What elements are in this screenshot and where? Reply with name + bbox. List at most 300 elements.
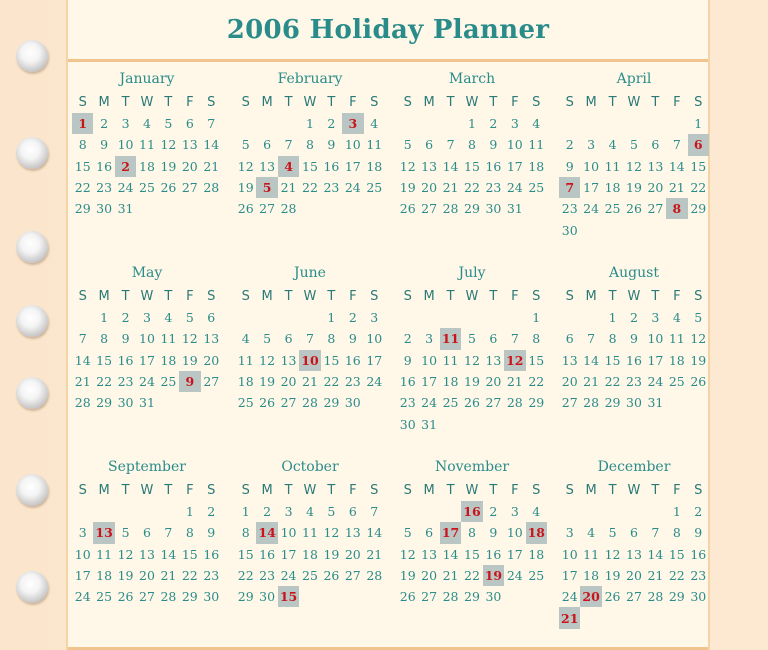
calendar-day: 21 <box>203 158 220 174</box>
calendar-day: 11 <box>237 352 254 368</box>
empty-day <box>321 586 342 607</box>
week-row <box>72 156 222 177</box>
calendar-day: 30 <box>561 222 578 238</box>
weekday-header: T <box>121 94 130 110</box>
calendar-day: 23 <box>626 374 642 390</box>
calendar-day: 11 <box>528 137 545 153</box>
empty-day <box>666 219 687 240</box>
month-name: February <box>277 71 343 87</box>
week-row <box>72 350 222 371</box>
empty-day <box>256 113 277 134</box>
calendar-day: 20 <box>421 568 438 584</box>
calendar-day: 20 <box>280 374 297 390</box>
calendar-day: 17 <box>74 568 91 584</box>
calendar-day: 26 <box>117 589 134 605</box>
week-row <box>559 392 709 413</box>
week-row <box>559 113 709 134</box>
weekday-header-row <box>397 91 547 113</box>
empty-day <box>526 198 547 219</box>
calendar-day: 4 <box>532 116 541 132</box>
empty-day <box>623 607 644 628</box>
weekday-header: M <box>98 288 110 304</box>
page-title: 2006 Holiday Planner <box>226 14 550 45</box>
weekday-header: S <box>532 94 541 110</box>
empty-day <box>559 113 580 134</box>
empty-day <box>179 392 200 413</box>
empty-day <box>397 113 418 134</box>
month-table <box>72 479 222 607</box>
calendar-day: 15 <box>690 158 707 174</box>
calendar-day: 29 <box>464 201 480 217</box>
week-row <box>397 544 547 565</box>
calendar-day: 7 <box>164 525 173 541</box>
calendar-day: 21 <box>366 546 383 562</box>
weekday-header: S <box>532 288 541 304</box>
calendar-day: 7 <box>587 331 596 347</box>
calendar-day: 23 <box>344 374 361 390</box>
week-row <box>397 371 547 392</box>
calendar-day: 19 <box>160 158 177 174</box>
month-september <box>72 458 222 607</box>
binder-holes <box>0 0 66 650</box>
weekday-header: S <box>694 94 703 110</box>
calendar-day: 1 <box>532 310 541 326</box>
weekday-header-row <box>559 91 709 113</box>
empty-day <box>72 307 93 328</box>
calendar-day: 27 <box>139 589 155 605</box>
empty-day <box>580 501 601 522</box>
calendar-day: 3 <box>565 525 574 541</box>
calendar-day: 14 <box>366 525 383 541</box>
calendar-day: 15 <box>464 546 480 562</box>
empty-day <box>602 607 623 628</box>
calendar-day: 28 <box>647 589 664 605</box>
calendar-day: 18 <box>366 158 383 174</box>
calendar-day: 3 <box>78 525 87 541</box>
month-december <box>559 458 709 629</box>
weekday-header: T <box>651 94 660 110</box>
holiday-day: 17 <box>440 522 461 543</box>
calendar-day: 30 <box>485 589 502 605</box>
calendar-day: 6 <box>185 116 194 132</box>
month-june <box>235 264 385 413</box>
calendar-day: 10 <box>74 546 91 562</box>
calendar-day: 11 <box>366 137 383 153</box>
calendar-day: 10 <box>421 352 438 368</box>
week-row <box>235 328 385 349</box>
month-name: October <box>281 459 339 475</box>
calendar-day: 12 <box>690 331 707 347</box>
calendar-day: 11 <box>442 352 459 368</box>
calendar-day: 16 <box>323 158 340 174</box>
weekday-header-row <box>559 285 709 307</box>
week-row <box>559 607 709 628</box>
calendar-day: 3 <box>425 331 434 347</box>
calendar-day: 29 <box>323 395 340 411</box>
calendar-day: 7 <box>78 331 87 347</box>
weekday-header: F <box>673 482 681 498</box>
empty-day <box>201 392 222 413</box>
calendar-day: 10 <box>366 331 383 347</box>
calendar-day: 9 <box>100 137 109 153</box>
weekday-header: T <box>651 288 660 304</box>
weekday-header: T <box>284 94 293 110</box>
week-row <box>559 501 709 522</box>
weekday-header: S <box>532 482 541 498</box>
calendar-day: 5 <box>694 310 703 326</box>
calendar-day: 12 <box>399 158 416 174</box>
month-table <box>72 91 222 219</box>
empty-day <box>688 392 709 413</box>
empty-day <box>580 607 601 628</box>
calendar-day: 25 <box>237 395 254 411</box>
empty-day <box>418 113 439 134</box>
calendar-day: 12 <box>604 546 621 562</box>
week-row <box>72 544 222 565</box>
calendar-day: 7 <box>306 331 314 347</box>
calendar-day: 24 <box>74 589 91 605</box>
week-row <box>235 156 385 177</box>
weekday-header: W <box>465 482 479 498</box>
weekday-header: M <box>585 94 597 110</box>
calendar-day: 19 <box>604 568 621 584</box>
calendar-day: 20 <box>203 352 220 368</box>
weekday-header: S <box>78 288 87 304</box>
weekday-header: T <box>284 288 293 304</box>
weekday-header: T <box>327 482 336 498</box>
empty-day <box>179 198 200 219</box>
calendar-day: 7 <box>446 137 455 153</box>
calendar-day: 24 <box>366 374 383 390</box>
weekday-header: T <box>608 94 617 110</box>
calendar-day: 13 <box>561 352 578 368</box>
calendar-day: 27 <box>561 395 578 411</box>
calendar-day: 12 <box>464 352 480 368</box>
calendar-day: 17 <box>139 352 155 368</box>
empty-day <box>72 501 93 522</box>
calendar-day: 13 <box>181 137 198 153</box>
calendar-day: 21 <box>668 180 685 196</box>
calendar-day: 30 <box>344 395 361 411</box>
weekday-header: W <box>627 94 641 110</box>
empty-day <box>666 113 687 134</box>
calendar-day: 8 <box>532 331 541 347</box>
weekday-header: W <box>465 94 479 110</box>
calendar-day: 1 <box>327 310 336 326</box>
binder-hole-icon <box>16 40 48 72</box>
weekday-header: S <box>207 482 216 498</box>
holiday-day: 21 <box>559 607 580 628</box>
weekday-header: S <box>403 94 412 110</box>
calendar-day: 4 <box>587 525 596 541</box>
week-row <box>72 198 222 219</box>
empty-day <box>278 113 299 134</box>
calendar-day: 25 <box>528 568 545 584</box>
weekday-header: T <box>446 482 455 498</box>
week-row <box>235 586 385 607</box>
calendar-day: 16 <box>485 158 502 174</box>
calendar-day: 31 <box>139 395 155 411</box>
week-row <box>397 134 547 155</box>
month-february <box>235 70 385 219</box>
calendar-day: 14 <box>647 546 664 562</box>
empty-day <box>364 586 385 607</box>
empty-day <box>645 113 666 134</box>
empty-day <box>158 501 179 522</box>
week-row <box>397 392 547 413</box>
calendar-day: 5 <box>241 137 250 153</box>
empty-day <box>526 413 547 434</box>
week-row <box>235 113 385 134</box>
week-row <box>72 565 222 586</box>
binder-hole-icon <box>16 305 48 337</box>
month-name: September <box>108 459 186 475</box>
month-name: July <box>458 265 486 281</box>
calendar-day: 21 <box>647 568 664 584</box>
calendar-day: 28 <box>302 395 318 411</box>
calendar-day: 4 <box>143 116 151 132</box>
month-name: November <box>434 459 510 475</box>
empty-day <box>278 307 299 328</box>
planner-page <box>66 0 710 650</box>
empty-day <box>440 113 461 134</box>
calendar-day: 8 <box>306 137 314 153</box>
weekday-header: T <box>164 94 173 110</box>
calendar-day: 9 <box>348 331 357 347</box>
calendar-day: 24 <box>506 568 523 584</box>
week-row <box>72 134 222 155</box>
week-row <box>235 501 385 522</box>
calendar-day: 27 <box>647 201 664 217</box>
calendar-day: 30 <box>203 589 220 605</box>
calendar-day: 4 <box>608 137 617 153</box>
weekday-header: F <box>186 94 194 110</box>
weekday-header: W <box>465 288 479 304</box>
calendar-day: 30 <box>399 416 416 432</box>
calendar-day: 14 <box>203 137 220 153</box>
empty-day <box>580 307 601 328</box>
calendar-day: 15 <box>96 352 113 368</box>
calendar-day: 3 <box>587 137 596 153</box>
month-march <box>397 70 547 219</box>
calendar-day: 4 <box>306 504 314 520</box>
calendar-day: 18 <box>302 546 318 562</box>
calendar-day: 16 <box>117 352 134 368</box>
holiday-day: 11 <box>440 328 461 349</box>
calendar-day: 2 <box>348 310 357 326</box>
holiday-day: 7 <box>559 177 580 198</box>
calendar-day: 19 <box>690 352 707 368</box>
week-row <box>235 350 385 371</box>
calendar-day: 12 <box>160 137 177 153</box>
calendar-day: 5 <box>185 310 194 326</box>
calendar-day: 18 <box>528 546 545 562</box>
week-row <box>397 307 547 328</box>
calendar-day: 13 <box>280 352 297 368</box>
calendar-day: 9 <box>694 525 703 541</box>
empty-day <box>623 113 644 134</box>
calendar-day: 22 <box>464 180 480 196</box>
weekday-header: S <box>370 482 379 498</box>
calendar-day: 14 <box>442 546 459 562</box>
month-august <box>559 264 709 413</box>
weekday-header: S <box>694 288 703 304</box>
weekday-header: T <box>121 288 130 304</box>
calendar-day: 21 <box>442 568 459 584</box>
calendar-day: 3 <box>284 504 293 520</box>
empty-day <box>256 307 277 328</box>
calendar-day: 3 <box>510 504 519 520</box>
calendar-day: 14 <box>74 352 91 368</box>
calendar-day: 26 <box>399 589 416 605</box>
empty-day <box>645 219 666 240</box>
empty-day <box>666 607 687 628</box>
calendar-day: 25 <box>96 589 113 605</box>
calendar-day: 13 <box>647 158 664 174</box>
calendar-day: 3 <box>121 116 130 132</box>
weekday-header-row <box>235 479 385 501</box>
month-july <box>397 264 547 435</box>
calendar-day: 17 <box>561 568 578 584</box>
empty-day <box>158 392 179 413</box>
calendar-day: 5 <box>403 137 412 153</box>
week-row <box>397 328 547 349</box>
weekday-header: T <box>608 482 617 498</box>
week-row <box>235 198 385 219</box>
empty-day <box>559 307 580 328</box>
calendar-day: 20 <box>626 568 642 584</box>
calendar-day: 29 <box>181 589 198 605</box>
weekday-header-row <box>72 479 222 501</box>
calendar-day: 18 <box>237 374 254 390</box>
month-name: December <box>597 459 671 475</box>
calendar-day: 6 <box>630 525 638 541</box>
calendar-day: 22 <box>74 180 91 196</box>
weekday-header: S <box>370 288 379 304</box>
holiday-day: 8 <box>666 198 687 219</box>
calendar-day: 15 <box>302 158 318 174</box>
calendar-day: 15 <box>74 158 91 174</box>
weekday-header: T <box>121 482 130 498</box>
calendar-day: 23 <box>259 568 276 584</box>
empty-day <box>115 501 136 522</box>
calendar-day: 10 <box>139 331 155 347</box>
month-january <box>72 70 222 219</box>
weekday-header: M <box>585 482 597 498</box>
calendar-day: 6 <box>425 525 434 541</box>
weekday-header: T <box>446 288 455 304</box>
empty-day <box>136 501 157 522</box>
calendar-day: 6 <box>425 137 434 153</box>
calendar-day: 18 <box>160 352 177 368</box>
calendar-day: 24 <box>583 201 600 217</box>
calendar-day: 25 <box>366 180 383 196</box>
calendar-day: 20 <box>344 546 361 562</box>
calendar-day: 31 <box>647 395 664 411</box>
holiday-day: 19 <box>483 565 504 586</box>
calendar-day: 9 <box>489 137 498 153</box>
empty-day <box>602 219 623 240</box>
weekday-header: S <box>207 288 216 304</box>
month-november <box>397 458 547 607</box>
calendar-day: 28 <box>583 395 600 411</box>
calendar-day: 22 <box>604 374 621 390</box>
calendar-day: 9 <box>489 525 498 541</box>
calendar-day: 19 <box>399 180 416 196</box>
weekday-header: W <box>627 482 641 498</box>
calendar-day: 22 <box>528 374 545 390</box>
weekday-header: F <box>186 288 194 304</box>
calendar-day: 24 <box>506 180 523 196</box>
calendar-day: 26 <box>690 374 707 390</box>
calendar-day: 23 <box>96 180 113 196</box>
calendar-day: 8 <box>100 331 109 347</box>
calendar-day: 27 <box>259 201 276 217</box>
calendar-day: 23 <box>117 374 134 390</box>
calendar-day: 1 <box>694 116 703 132</box>
empty-day <box>418 501 439 522</box>
calendar-day: 23 <box>323 180 340 196</box>
empty-day <box>602 113 623 134</box>
week-row <box>235 565 385 586</box>
week-row <box>559 219 709 240</box>
calendar-day: 22 <box>237 568 254 584</box>
week-row <box>235 544 385 565</box>
calendar-day: 13 <box>259 158 276 174</box>
calendar-day: 24 <box>421 395 438 411</box>
calendar-day: 5 <box>403 525 412 541</box>
calendar-day: 26 <box>399 201 416 217</box>
calendar-day: 6 <box>565 331 574 347</box>
week-row <box>235 177 385 198</box>
calendar-day: 2 <box>630 310 638 326</box>
calendar-day: 10 <box>280 525 297 541</box>
calendar-day: 30 <box>626 395 642 411</box>
calendar-day: 7 <box>510 331 519 347</box>
weekday-header: M <box>585 288 597 304</box>
calendar-day: 18 <box>604 180 621 196</box>
calendar-day: 3 <box>143 310 151 326</box>
month-table <box>559 285 709 413</box>
calendar-day: 19 <box>323 546 340 562</box>
weekday-header: F <box>349 288 357 304</box>
week-row <box>397 350 547 371</box>
calendar-day: 30 <box>690 589 707 605</box>
week-row <box>559 328 709 349</box>
holiday-day: 2 <box>115 156 136 177</box>
weekday-header: T <box>651 482 660 498</box>
week-row <box>397 586 547 607</box>
calendar-day: 5 <box>630 137 638 153</box>
calendar-day: 21 <box>583 374 600 390</box>
week-row <box>559 134 709 155</box>
weekday-header: M <box>423 482 435 498</box>
calendar-day: 11 <box>139 137 155 153</box>
weekday-header: S <box>565 94 574 110</box>
calendar-day: 2 <box>121 310 130 326</box>
empty-day <box>602 501 623 522</box>
month-table <box>559 479 709 629</box>
weekday-header-row <box>72 91 222 113</box>
month-name: June <box>294 265 326 281</box>
empty-day <box>645 607 666 628</box>
calendar-day: 22 <box>323 374 340 390</box>
empty-day <box>461 307 482 328</box>
weekday-header: M <box>423 94 435 110</box>
calendar-day: 27 <box>421 201 438 217</box>
weekday-header: S <box>694 482 703 498</box>
calendar-day: 1 <box>241 504 250 520</box>
